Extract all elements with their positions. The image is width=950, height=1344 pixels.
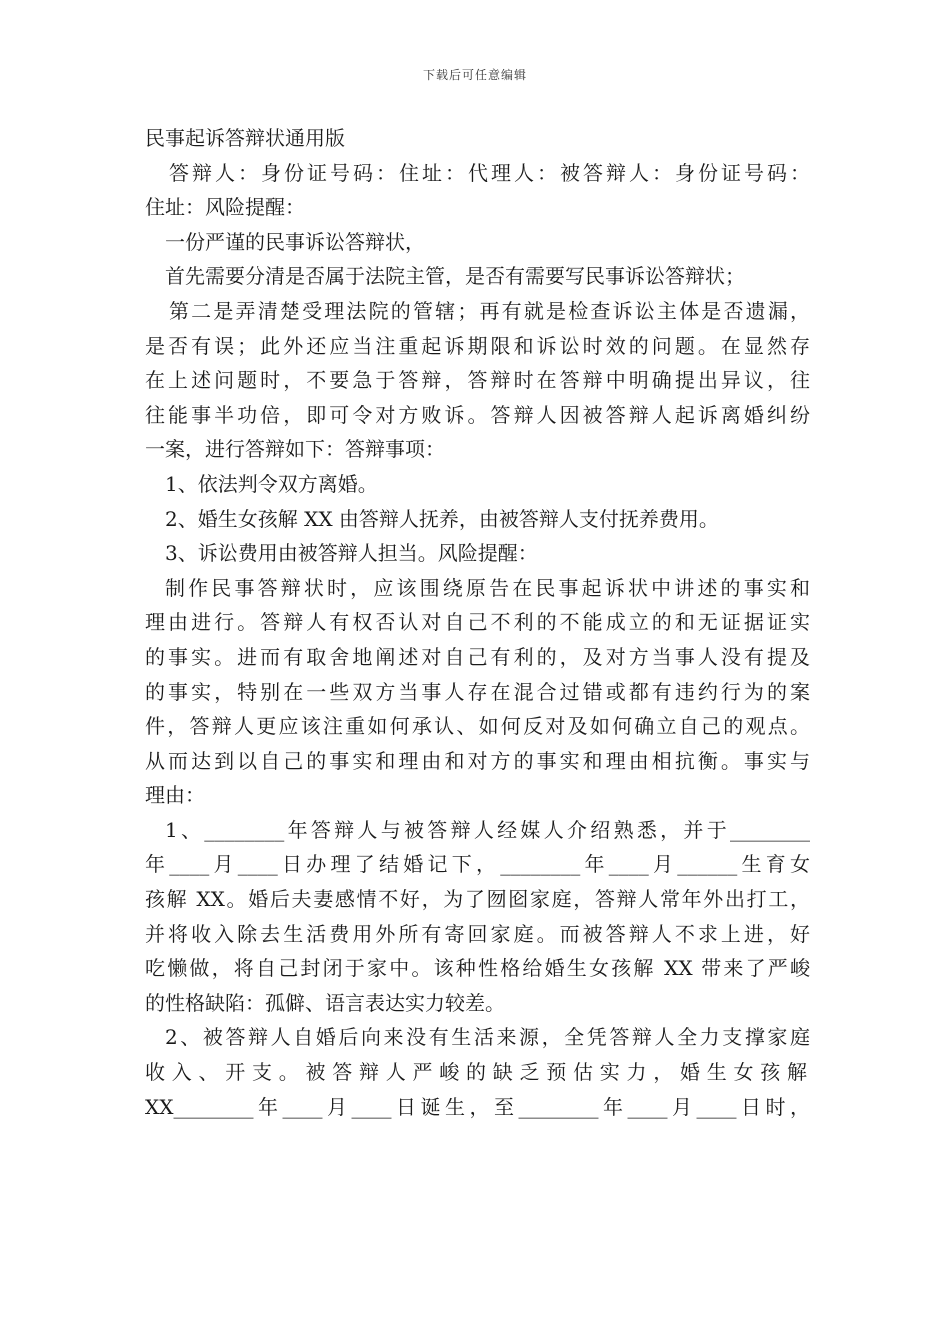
- document-body: [145, 121, 810, 1124]
- text-line: 第二是弄清楚受理法院的管辖；再有就是检查诉讼主体是否遗漏，: [169, 298, 810, 323]
- text-line: 孩解 XX。婚后夫妻感情不好，为了囫囵家庭，答辩人常年外出打工，: [145, 887, 810, 912]
- text-line: 2、被答辩人自婚后向来没有生活来源，全凭答辩人全力支撑家庭: [165, 1025, 810, 1050]
- text-line: 一份严谨的民事诉讼答辩状，: [165, 229, 425, 254]
- text-line: 1、依法判令双方离婚。: [165, 471, 378, 496]
- text-line: 首先需要分清是否属于法院主管，是否有需要写民事诉讼答辩状；: [165, 264, 745, 289]
- text-line: XX________年____月____日诞生，至________年____月____日时，: [145, 1094, 810, 1119]
- text-line: 的事实。进而有取舍地阐述对自己有利的，及对方当事人没有提及: [145, 644, 810, 669]
- text-line: 从而达到以自己的事实和理由和对方的事实和理由相抗衡。事实与: [145, 748, 810, 773]
- text-line: 的事实，特别在一些双方当事人存在混合过错或都有违约行为的案: [145, 679, 810, 704]
- text-line: 1、________年答辩人与被答辩人经媒人介绍熟悉，并于________: [165, 817, 810, 842]
- text-line: 一案，进行答辩如下：答辩事项：: [145, 437, 445, 462]
- text-line: 住址：风险提醒：: [145, 195, 305, 220]
- text-line: 理由进行。答辩人有权否认对自己不利的不能成立的和无证据证实: [145, 610, 810, 635]
- text-line: 年____月____日办理了结婚记下，________年____月______生育女: [145, 852, 810, 877]
- document-title: 民事起诉答辩状通用版: [145, 126, 345, 150]
- text-line: 在上述问题时，不要急于答辩，答辩时在答辩中明确提出异议，往: [145, 368, 810, 393]
- text-line: 答辩人：身份证号码：住址：代理人：被答辩人：身份证号码：: [169, 160, 810, 185]
- text-line: 2、婚生女孩解 XX 由答辩人抚养，由被答辩人支付抚养费用。: [165, 506, 719, 531]
- text-line: 是否有误；此外还应当注重起诉期限和诉讼时效的问题。在显然存: [145, 333, 810, 358]
- text-line: 的性格缺陷：孤僻、语言表达实力较差。: [145, 990, 505, 1015]
- page-header: 下载后可任意编辑: [422, 68, 527, 82]
- text-line: 收入、开支。被答辩人严峻的缺乏预估实力，婚生女孩解: [145, 1060, 810, 1085]
- text-line: 制作民事答辩状时，应该围绕原告在民事起诉状中讲述的事实和: [165, 575, 810, 600]
- text-line: 3、诉讼费用由被答辩人担当。风险提醒：: [165, 541, 538, 566]
- text-line: 件，答辩人更应该注重如何承认、如何反对及如何确立自己的观点。: [145, 714, 810, 739]
- text-line: 并将收入除去生活费用外所有寄回家庭。而被答辩人不求上进，好: [145, 921, 810, 946]
- text-line: 理由：: [145, 783, 205, 808]
- text-line: 往能事半功倍，即可令对方败诉。答辩人因被答辩人起诉离婚纠纷: [145, 402, 810, 427]
- text-line: 吃懒做，将自己封闭于家中。该种性格给婚生女孩解 XX 带来了严峻: [145, 956, 810, 981]
